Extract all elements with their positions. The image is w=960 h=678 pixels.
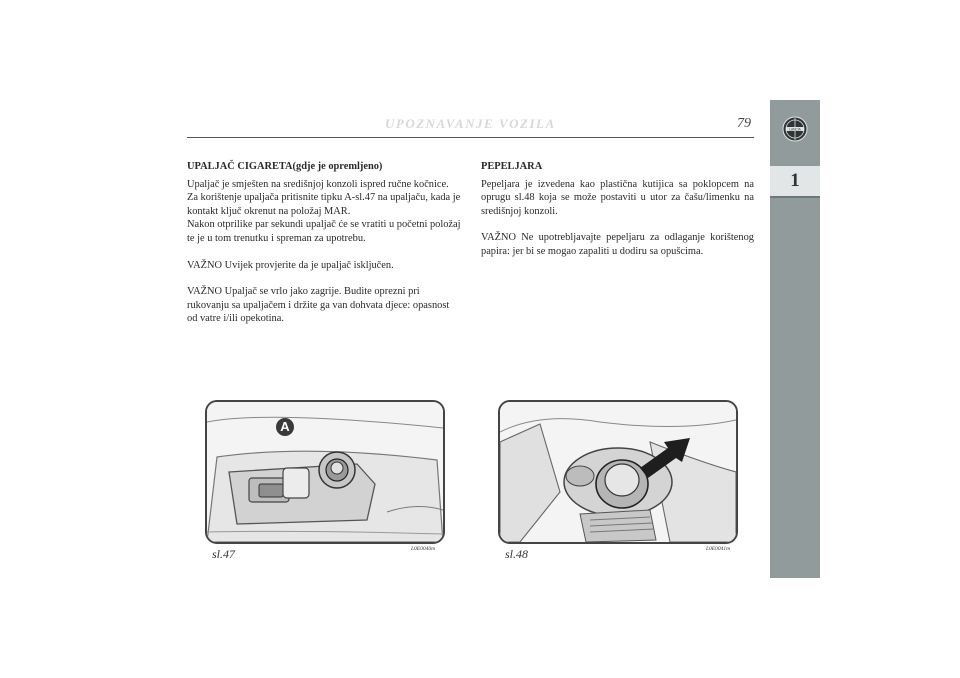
svg-text:LANCIA: LANCIA [789, 127, 801, 132]
ashtray-section [481, 160, 754, 259]
ashtray-warning: VAŽNO Ne upotrebljavajte pepeljaru za odlaganje korištenog papira: jer bi se mogao zapaliti u dodiru sa opušcima. [481, 232, 754, 257]
cigarette-lighter-section [187, 160, 462, 326]
lighter-warning-1: VAŽNO Uvijek provjerite da je upaljač isključen. [187, 259, 394, 271]
lancia-logo [782, 116, 808, 147]
tab-divider [770, 196, 820, 198]
figure-lighter [205, 400, 445, 544]
lighter-illustration [207, 402, 443, 542]
figure-caption-47: sl.47 [212, 547, 236, 561]
chapter-tab[interactable]: 1 [770, 166, 820, 196]
ashtray-para-1: Pepeljara je izvedena kao plastična kutijica sa poklopcem na oprugu sl.48 koja se može postaviti u utor za čašu/limenku na središnjoj konzoli. [481, 178, 754, 217]
page-number: 79 [737, 116, 751, 131]
ashtray-heading: PEPELJARA [481, 161, 543, 172]
lighter-para-1: Upaljač je smješten na središnjoj konzoli ispred ručne kočnice. [187, 178, 449, 190]
chapter-sidebar [770, 100, 820, 578]
lighter-heading: UPALJAČ CIGARETA(gdje je opremljeno) [187, 161, 383, 172]
figure-code-48: L0E0041m [706, 546, 731, 552]
lighter-para-2: Za korištenje upaljača pritisnite tipku A-sl.47 na upaljaču, kada je kontakt ključ okrenut na položaj MAR. [187, 192, 461, 217]
lighter-para-3: Nakon otprilike par sekundi upaljač će se vratiti u početni položaj te je u tom trenutku i spreman za upotrebu. [187, 219, 461, 244]
ashtray-illustration [500, 402, 736, 542]
marker-a-label: A [280, 419, 290, 434]
figure-caption-48: sl.48 [505, 547, 529, 561]
page-title: UPOZNAVANJE VOZILA [385, 116, 556, 131]
header-rule [187, 137, 754, 138]
lighter-warning-2: VAŽNO Upaljač se vrlo jako zagrije. Budite oprezni pri rukovanju sa upaljačem i držite ga van dohvata djece: opasnost od vatre i/ili opekotina. [187, 286, 450, 325]
figure-code-47: L0E0040m [411, 546, 436, 552]
figure-ashtray [498, 400, 738, 544]
marker-a-badge [276, 418, 294, 436]
